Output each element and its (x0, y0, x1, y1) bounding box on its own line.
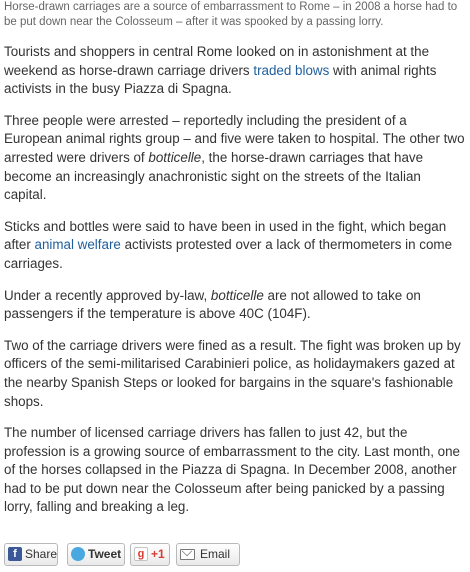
botticelle-term: botticelle (148, 149, 202, 165)
email-share-button[interactable] (176, 543, 240, 566)
paragraph-1: Tourists and shoppers in central Rome looked on in astonishment at the weekend as horse-drawn carriage drivers traded blows with animal rights activists in the busy Piazza di Spagna. (4, 44, 437, 97)
paragraph-4: Under a recently approved by-law, botticelle are not allowed to take on passengers if the temperature is above 40C (104F). (4, 287, 421, 322)
facebook-share-label: Share (25, 547, 58, 561)
email-icon (180, 549, 195, 560)
image-caption: Horse-drawn carriages are a source of embarrassment to Rome – in 2008 a horse had to be put down near the Colosseum – after it was spooked by a passing lorry. (4, 1, 458, 28)
tweet-button[interactable] (67, 543, 125, 566)
botticelle-term: botticelle (210, 287, 264, 303)
facebook-share-button[interactable] (4, 543, 58, 566)
paragraph-5: Two of the carriage drivers were fined as a result. The fight was broken up by officers of the semi-militarised Carabinieri police, as holidaymakers gazed at the nearby Spanish Steps or looked for bargains in the square's fashionable shops. (4, 337, 461, 409)
tweet-label: Tweet (88, 547, 122, 561)
paragraph-3: Sticks and bottles were said to have been in used in the fight, which began after animal welfare activists protested over a lack of thermometers in come carriages. (4, 218, 453, 271)
traded-blows-link[interactable]: traded blows (253, 62, 330, 78)
article-body (4, 43, 466, 530)
facebook-icon: f (8, 547, 22, 561)
google-plus-icon: g (134, 547, 148, 561)
google-plus-button[interactable] (130, 543, 170, 566)
paragraph-6: The number of licensed carriage drivers has fallen to just 42, but the profession is a growing source of embarrassment to the city. Last month, one of the horses collapsed in the Piazza di Spagna. In December 2008, another had to be put down near the Colosseum after being panicked by a passing lorry, falling and breaking a leg. (4, 425, 461, 515)
animal-welfare-link[interactable]: animal welfare (34, 237, 121, 253)
twitter-icon (71, 547, 85, 561)
paragraph-2: Three people were arrested – reportedly including the president of a European animal rights group – and five were taken to hospital. The other two arrested were drivers of botticelle, the horse-drawn carriages that have become an increasingly anachronistic sight on the streets of the Italian capital. (4, 112, 465, 203)
google-plus-label: +1 (151, 547, 165, 561)
email-share-label: Email (200, 547, 231, 561)
